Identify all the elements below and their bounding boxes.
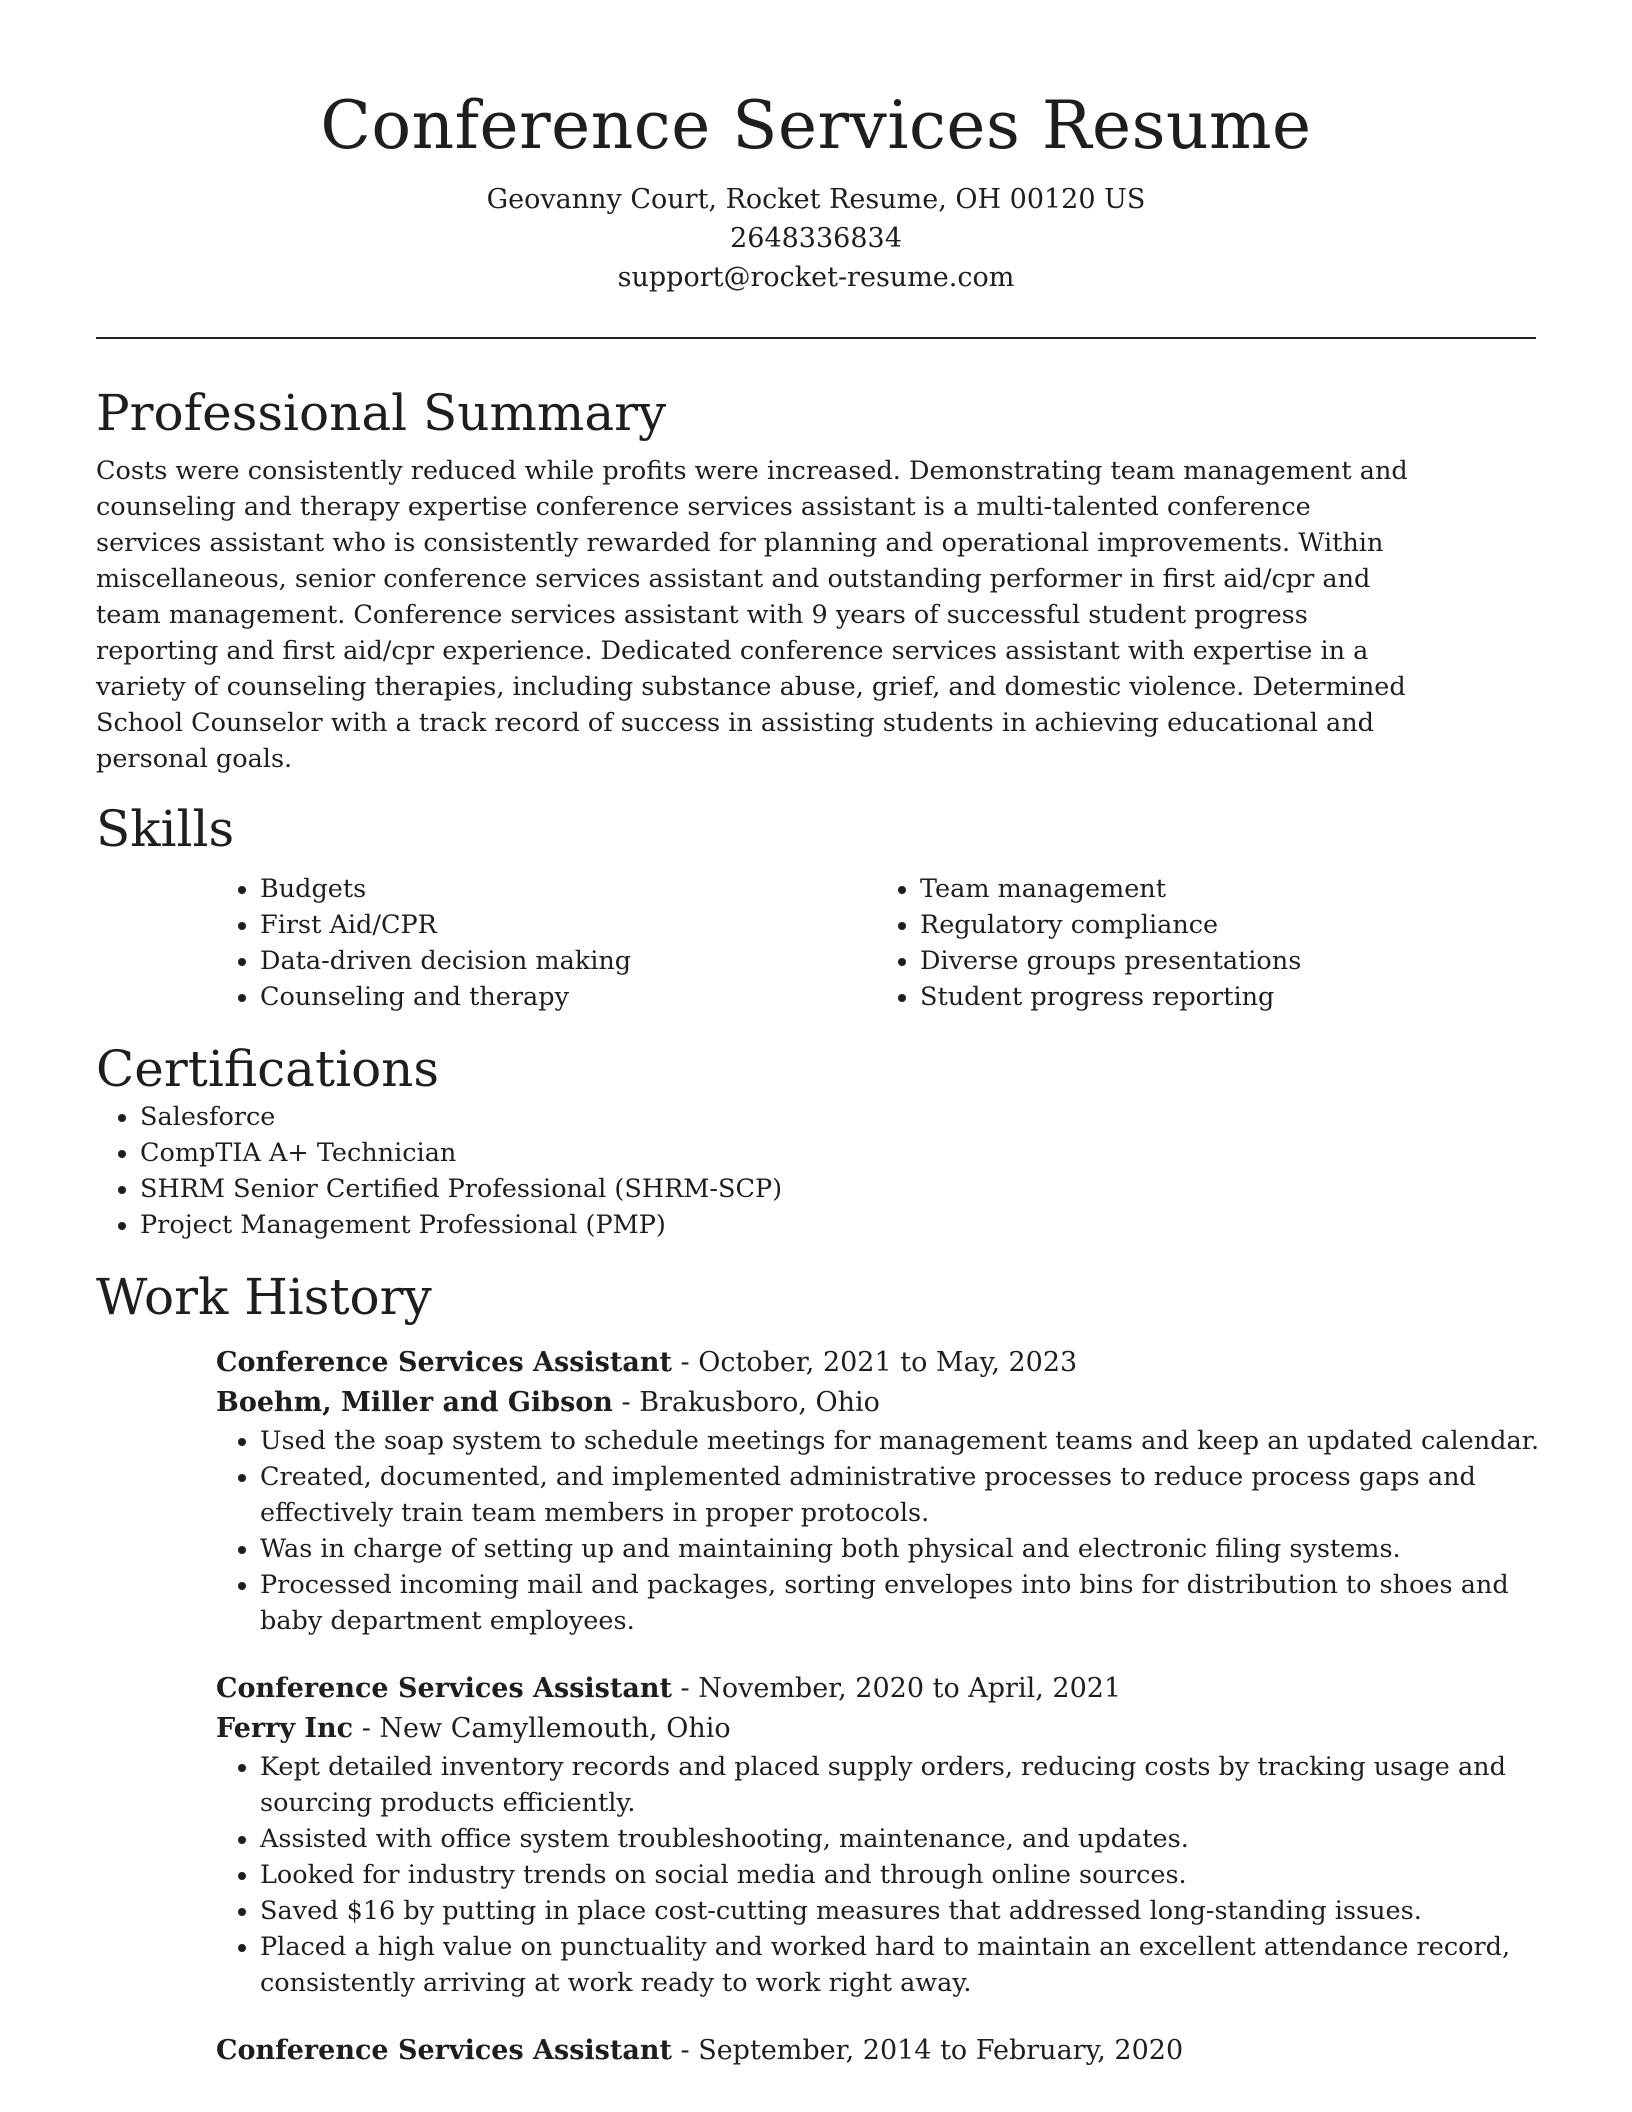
skills-heading: Skills <box>96 800 235 858</box>
skill-item: • Student progress reporting <box>920 979 1536 1015</box>
skill-item: • Budgets <box>260 871 876 907</box>
resume-header <box>96 0 1536 297</box>
job-location: - New Camyllemouth, Ohio <box>353 1713 731 1744</box>
skills-list-left <box>216 871 876 1015</box>
certification-item: • Salesforce <box>140 1099 1536 1135</box>
job-duty: • Kept detailed inventory records and placed supply orders, reducing costs by tracking usage and sourcing products efficiently. <box>260 1749 1560 1821</box>
job-title-line <box>216 2031 1536 2071</box>
resume-title: Conference Services Resume <box>320 87 1312 164</box>
job-entry <box>216 1343 1540 1639</box>
job-dates: - September, 2014 to February, 2020 <box>671 2035 1184 2066</box>
certifications-list <box>96 1099 1536 1243</box>
contact-address: Geovanny Court, Rocket Resume, OH 00120 US <box>486 184 1146 215</box>
job-duty: • Placed a high value on punctuality and worked hard to maintain an excellent attendance record, consistently arriving at work ready to work right away. <box>260 1929 1560 2001</box>
job-location: - Brakusboro, Ohio <box>612 1387 880 1418</box>
job-title-line <box>216 1669 1536 1709</box>
job-duty: • Was in charge of setting up and maintaining both physical and electronic filing systems. <box>260 1531 1560 1567</box>
certification-item: • CompTIA A+ Technician <box>140 1135 1536 1171</box>
job-duty: • Processed incoming mail and packages, sorting envelopes into bins for distribution to shoes and baby department employees. <box>260 1567 1560 1639</box>
skill-item: • Data-driven decision making <box>260 943 876 979</box>
job-company: Boehm, Miller and Gibson <box>216 1387 613 1418</box>
certification-item: • SHRM Senior Certified Professional (SHRM-SCP) <box>140 1171 1536 1207</box>
certification-item: • Project Management Professional (PMP) <box>140 1207 1536 1243</box>
skill-item: • Team management <box>920 871 1536 907</box>
job-entry <box>216 2031 1536 2071</box>
job-duty: • Used the soap system to schedule meetings for management teams and keep an updated calendar. <box>260 1423 1560 1459</box>
contact-email: support@rocket-resume.com <box>617 262 1015 293</box>
job-role: Conference Services Assistant <box>216 1347 672 1378</box>
contact-block <box>96 180 1536 297</box>
job-entry <box>216 1669 1536 2001</box>
skills-grid <box>216 871 1536 1015</box>
work-history-heading: Work History <box>96 1268 432 1326</box>
job-duties-list <box>216 1423 1560 1639</box>
skills-list-right <box>876 871 1536 1015</box>
job-duty: • Created, documented, and implemented administrative processes to reduce process gaps and effectively train team members in proper protocols. <box>260 1459 1560 1531</box>
resume-page <box>96 0 1540 2071</box>
job-role: Conference Services Assistant <box>216 1673 672 1704</box>
job-role: Conference Services Assistant <box>216 2035 672 2066</box>
job-company-line <box>216 1383 1536 1423</box>
skill-item: • Counseling and therapy <box>260 979 876 1015</box>
job-duty: • Looked for industry trends on social media and through online sources. <box>260 1857 1560 1893</box>
job-title-line <box>216 1343 1536 1383</box>
summary-text: Costs were consistently reduced while profits were increased. Demonstrating team management and counseling and therapy expertise conference services assistant is a multi-talented conference services assistant who is consistently rewarded for planning and operational improvements. Within miscellaneous, senior conference services assistant and outstanding performer in first aid/cpr and team management. Conference services assistant with 9 years of successful student progress reporting and first aid/cpr experience. Dedicated conference services assistant with expertise in a variety of counseling therapies, including substance abuse, grief, and domestic violence. Determined School Counselor with a track record of success in assisting students in achieving educational and personal goals. <box>96 456 1408 774</box>
skill-item: • Regulatory compliance <box>920 907 1536 943</box>
certifications-heading: Certifications <box>96 1040 440 1098</box>
skill-item: • Diverse groups presentations <box>920 943 1536 979</box>
job-company: Ferry Inc <box>216 1713 354 1744</box>
header-divider <box>96 337 1536 339</box>
summary-heading: Professional Summary <box>96 384 667 442</box>
job-dates: - October, 2021 to May, 2023 <box>671 1347 1078 1378</box>
job-duty: • Saved $16 by putting in place cost-cutting measures that addressed long-standing issues. <box>260 1893 1560 1929</box>
job-company-line <box>216 1709 1536 1749</box>
job-dates: - November, 2020 to April, 2021 <box>671 1673 1122 1704</box>
contact-phone: 2648336834 <box>730 223 902 254</box>
job-duties-list <box>216 1749 1560 2001</box>
job-duty: • Assisted with office system troubleshooting, maintenance, and updates. <box>260 1821 1560 1857</box>
skill-item: • First Aid/CPR <box>260 907 876 943</box>
